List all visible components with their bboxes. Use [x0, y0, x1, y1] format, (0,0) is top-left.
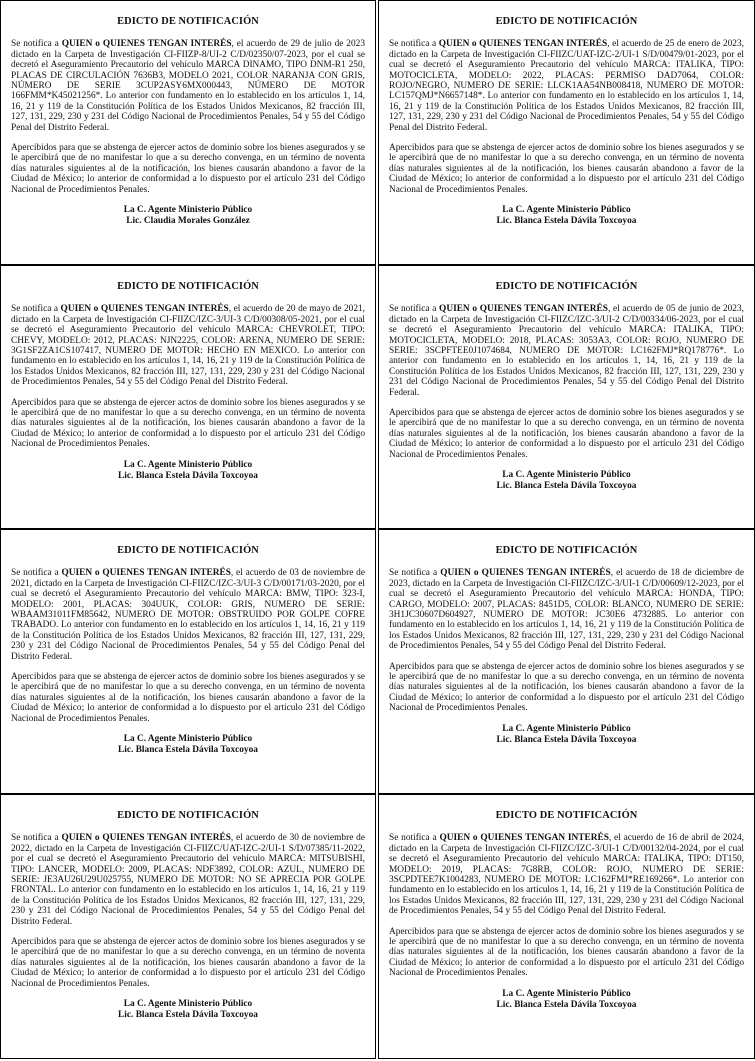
- signature-block: [11, 999, 365, 1021]
- notice-body-prefix: Se notifica a: [11, 304, 61, 315]
- signature-name: Lic. Blanca Estela Dávila Toxcoyoa: [496, 216, 637, 227]
- signature-name: Lic. Blanca Estela Dávila Toxcoyoa: [496, 999, 637, 1010]
- notice-warning: Apercibidos para que se abstenga de ejercer actos de dominio sobre los bienes asegurados y se le apercibirá que de no manifestar lo que a su derecho convenga, en un término de noventa días naturales siguientes al de la notificación, los bienes causarán abandono a favor de la Ciudad de México; lo anterior de conformidad a lo dispuesto por el artículo 231 del Código Nacional de Procedimientos Penales.: [11, 397, 365, 450]
- signature-role: La C. Agente Ministerio Público: [502, 470, 631, 481]
- notice-title: EDICTO DE NOTIFICACIÓN: [117, 810, 259, 821]
- signature-name: Lic. Claudia Morales González: [126, 216, 250, 227]
- signature-role: La C. Agente Ministerio Público: [123, 205, 253, 216]
- notice-warning: Apercibidos para que se abstenga de ejercer actos de dominio sobre los bienes asegurados y se le apercibirá que de no manifestar lo que a su derecho convenga, en un término de noventa días naturales siguientes al de la notificación, los bienes causarán abandono a favor de la Ciudad de México; lo anterior de conformidad a lo dispuesto por el artículo 231 del Código Nacional de Procedimientos Penales.: [11, 672, 365, 724]
- notice-body-rest: , el acuerdo de 25 de enero de 2023, dictado en la Carpeta de Investigación CI-FIIZC/UAT-IZC-2/UI-1 S/D/00479/01-2023, por el cual se decretó el Aseguramiento Precautorio del vehículo MARCA: ITALIKA, TIPO: MOTOCICLETA, MODELO: 2022, PLACAS: PERMISO DAD7064, COLOR: ROJO/NEGRO, NUMERO DE SERIE: LLCK1AA54NB008418, NUMERO DE MOTOR: LC157QMJ*N6657148*. Lo anterior con fundamento en lo establecido en los artículos 1, 14, 16, 21 y 119 de la Constitución Política de los Estados Unidos Mexicanos, 82 fracción III, 127, 131, 229, 230 y 231 del Código Nacional de Procedimientos Penales, 54 y 55 del Código Penal del Distrito Federal.: [389, 39, 744, 133]
- notice-title: EDICTO DE NOTIFICACIÓN: [495, 545, 638, 556]
- notice-box: [378, 529, 755, 794]
- notice-title: EDICTO DE NOTIFICACIÓN: [495, 281, 638, 292]
- notice-body-bold: QUIEN o QUIENES TENGAN INTERÉS: [61, 39, 232, 50]
- notice-body-bold: QUIEN o QUIENES TENGAN INTERÉS: [438, 39, 608, 50]
- notice-body: [11, 568, 365, 662]
- notice-box: [0, 265, 376, 529]
- signature-role: La C. Agente Ministerio Público: [123, 459, 253, 470]
- signature-role: La C. Agente Ministerio Público: [123, 999, 253, 1010]
- notice-body-prefix: Se notifica a: [389, 833, 440, 844]
- signature-name: Lic. Blanca Estela Dávila Toxcoyoa: [496, 734, 637, 745]
- notice-body-rest: , el acuerdo de 05 de junio de 2023, dictado en la Carpeta de Investigación CI-FIIZC/IZC-3/UI-2 C/D/00334/06-2023, por el cual se decretó el Aseguramiento Precautorio del vehículo MARCA: ITALIKA, TIPO: MOTOCICLETA, MODELO: 2018, PLACAS: 3053A3, COLOR: ROJO, NUMERO DE SERIE: 3SCPFTEE0J1074684, NUMERO DE MOTOR: LC162FMJ*RQ178776*. Lo anterior con fundamento en lo establecido en los artículos 1, 14, 16, 21 y 119 de la Constitución Política de los Estados Unidos Mexicanos, 82 fracción III, 127, 131, 229, 230 y 231 del Código Nacional de Procedimientos Penales, 54 y 55 del Código Penal del Distrito Federal.: [389, 304, 744, 398]
- notice-body-prefix: Se notifica a: [11, 568, 62, 579]
- signature-role: La C. Agente Ministerio Público: [123, 734, 253, 745]
- signature-name: Lic. Blanca Estela Dávila Toxcoyoa: [496, 481, 637, 492]
- notice-body: [389, 568, 744, 651]
- notice-body-bold: QUIEN o QUIENES TENGAN INTERÉS: [440, 568, 611, 579]
- signature-role: La C. Agente Ministerio Público: [502, 988, 631, 999]
- notice-body: [389, 304, 744, 398]
- signature-role: La C. Agente Ministerio Público: [502, 723, 631, 734]
- notice-box: [378, 0, 755, 265]
- notice-title: EDICTO DE NOTIFICACIÓN: [495, 810, 638, 821]
- notice-body: [11, 39, 365, 133]
- notice-body-bold: QUIEN o QUIENES TENGAN INTERÉS: [61, 568, 231, 579]
- notice-body-rest: , el acuerdo de 18 de diciembre de 2023, dictado en la Carpeta de Investigación CI-FIIZC/IZC-3/UI-1 C/D/00609/12-2023, por el cual se decretó el Aseguramiento Precautorio del vehículo MARCA: HONDA, TIPO: CARGO, MODELO: 2007, PLACAS: 8451D5, COLOR: BLANCO, NUMERO DE SERIE: 3H1JC30607D604927, NUMERO DE MOTOR: JC30E6 4732885. Lo anterior con fundamento en lo establecido en los artículos 1, 14, 16, 21 y 119 de la Constitución Política de los Estados Unidos Mexicanos, 82 fracción III, 127, 131, 229, 230 y 231 del Código Nacional de Procedimientos Penales, 54 y 55 del Código Penal del Distrito Federal.: [389, 568, 744, 652]
- notice-box: [378, 265, 755, 529]
- notice-title: EDICTO DE NOTIFICACIÓN: [117, 281, 259, 292]
- notice-body: [11, 833, 365, 927]
- signature-block: [389, 470, 744, 492]
- notice-body-rest: , el acuerdo de 20 de mayo de 2021, dictado en la Carpeta de Investigación CI-FIIZC/IZC-3/UI-3 C/D/00308/05-2021, por el cual se decretó el Aseguramiento Precautorio del vehículo MARCA: CHEVROLET, TIPO: CHEVY, MODELO: 2012, PLACAS: NJN2225, COLOR: ARENA, NUMERO DE SERIE: 3G1SF2ZA1CS107417, NUMERO DE MOTOR: HECHO EN MEXICO. Lo anterior con fundamento en lo establecido en los artículos 1, 14, 16, 21 y 119 de la Constitución Política de los Estados Unidos Mexicanos, 82 fracción III, 127, 131, 229, 230 y 231 del Código Nacional de Procedimientos Penales, 54 y 55 del Código Penal del Distrito Federal.: [11, 304, 365, 388]
- signature-block: [389, 205, 744, 227]
- signature-block: [11, 460, 365, 482]
- notice-box: [0, 0, 376, 265]
- signature-role: La C. Agente Ministerio Público: [502, 205, 631, 216]
- notice-box: [378, 794, 755, 1059]
- notice-warning: Apercibidos para que se abstenga de ejercer actos de dominio sobre los bienes asegurados y se le apercibirá que de no manifestar lo que a su derecho convenga, en un término de noventa días naturales siguientes al de la notificación, los bienes causarán abandono a favor de la Ciudad de México; lo anterior de conformidad a lo dispuesto por el artículo 231 del Código Nacional de Procedimientos Penales.: [11, 143, 365, 195]
- notice-body-prefix: Se notifica a: [389, 304, 440, 315]
- notice-body-bold: QUIEN o QUIENES TENGAN INTERÉS: [439, 304, 608, 315]
- signature-block: [11, 734, 365, 756]
- notice-title: EDICTO DE NOTIFICACIÓN: [117, 16, 259, 27]
- notice-body: [11, 304, 365, 387]
- notice-body-bold: QUIEN o QUIENES TENGAN INTERÉS: [60, 304, 229, 315]
- signature-name: Lic. Blanca Estela Dávila Toxcoyoa: [118, 1010, 258, 1021]
- notice-warning: Apercibidos para que se abstenga de ejercer actos de dominio sobre los bienes asegurados y se le apercibirá que de no manifestar lo que a su derecho convenga, en un término de noventa días naturales siguientes al de la notificación, los bienes causarán abandono a favor de la Ciudad de México; lo anterior de conformidad a lo dispuesto por el artículo 231 del Código Nacional de Procedimientos Penales.: [389, 926, 744, 979]
- notice-body-prefix: Se notifica a: [11, 833, 62, 844]
- signature-block: [389, 989, 744, 1011]
- notice-body-bold: QUIEN o QUIENES TENGAN INTERÉS: [439, 833, 609, 844]
- notice-warning: Apercibidos para que se abstenga de ejercer actos de dominio sobre los bienes asegurados y se le apercibirá que de no manifestar lo que a su derecho convenga, en un término de noventa días naturales siguientes al de la notificación, los bienes causarán abandono a favor de la Ciudad de México; lo anterior de conformidad a lo dispuesto por el artículo 231 del Código Nacional de Procedimientos Penales.: [11, 937, 365, 989]
- notice-body-prefix: Se notifica a: [389, 568, 441, 579]
- signature-name: Lic. Blanca Estela Dávila Toxcoyoa: [118, 745, 258, 756]
- signature-block: [389, 724, 744, 746]
- notice-body-rest: , el acuerdo de 29 de julio de 2023 dictado en la Carpeta de Investigación CI-FIIZP-8/UI-2 C/D/02350/07-2023, por el cual se decretó el Aseguramiento Precautorio del vehículo MARCA DINAMO, TIPO DNM-R1 250, PLACAS DE CIRCULACIÓN 7636B3, MODELO 2021, COLOR NARANJA CON GRIS, NÚMERO DE SERIE 3CUP2ASY6MX000443, NÚMERO DE MOTOR 166FMM*K45021256*. Lo anterior con fundamento en lo establecido en los artículos 1, 14, 16, 21 y 119 de la Constitución Política de los Estados Unidos Mexicanos, 82 fracción III, 127, 131, 229, 230 y 231 del Código Nacional de Procedimientos Penales, 54 y 55 del Código Penal del Distrito Federal.: [11, 39, 365, 133]
- notice-title: EDICTO DE NOTIFICACIÓN: [495, 16, 638, 27]
- signature-block: [11, 205, 365, 227]
- notice-body: [389, 833, 744, 916]
- notice-body: [389, 39, 744, 133]
- notice-body-prefix: Se notifica a: [389, 39, 439, 50]
- notice-warning: Apercibidos para que se abstenga de ejercer actos de dominio sobre los bienes asegurados y se le apercibirá que de no manifestar lo que a su derecho convenga, en un término de noventa días naturales siguientes al de la notificación, los bienes causarán abandono a favor de la Ciudad de México; lo anterior de conformidad a lo dispuesto por el artículo 231 del Código Nacional de Procedimientos Penales.: [389, 143, 744, 195]
- notice-box: [0, 794, 376, 1059]
- notice-body-bold: QUIEN o QUIENES TENGAN INTERÉS: [61, 833, 231, 844]
- notice-body-rest: , el acuerdo de 03 de noviembre de 2021, dictado en la Carpeta de Investigación CI-FIIZC/IZC-3/UI-3 C/D/00171/03-2020, por el cual se decretó el Aseguramiento Precautorio del vehículo MARCA: BMW, TIPO: 323-I, MODELO: 2001, PLACAS: 304UUK, COLOR: GRIS, NUMERO DE SERIE: WBAAM31011FM85642, NUMERO DE MOTOR: OBSTRUIDO POR GOLPE COFRE TRABADO. Lo anterior con fundamento en lo establecido en los artículos 1, 14, 16, 21 y 119 de la Constitución Política de los Estados Unidos Mexicanos, 82 fracción III, 127, 131, 229, 230 y 231 del Código Nacional de Procedimientos Penales, 54 y 55 del Código Penal del Distrito Federal.: [11, 568, 365, 662]
- notice-body-rest: , el acuerdo de 30 de noviembre de 2022, dictado en la Carpeta de Investigación CI-FIIZC/UAT-IZC-2/UI-1 S/D/07385/11-2022, por el cual se decretó el Aseguramiento Precautorio del vehículo MARCA: MITSUBISHI, TIPO: LANCER, MODELO: 2009, PLACAS: NDF3892, COLOR: AZUL, NUMERO DE SERIE: JE3AU26U29U025755, NUMERO DE MOTOR: NO SE APRECIA POR GOLPE FRONTAL. Lo anterior con fundamento en lo establecido en los artículos 1, 14, 16, 21 y 119 de la Constitución Política de los Estados Unidos Mexicanos, 82 fracción III, 127, 131, 229, 230 y 231 del Código Nacional de Procedimientos Penales, 54 y 55 del Código Penal del Distrito Federal.: [11, 833, 365, 927]
- notice-warning: Apercibidos para que se abstenga de ejercer actos de dominio sobre los bienes asegurados y se le apercibirá que de no manifestar lo que a su derecho convenga, en un término de noventa días naturales siguientes al de la notificación, los bienes causarán abandono a favor de la Ciudad de México; lo anterior de conformidad a lo dispuesto por el artículo 231 del Código Nacional de Procedimientos Penales.: [389, 408, 744, 460]
- notice-title: EDICTO DE NOTIFICACIÓN: [117, 545, 259, 556]
- notice-box: [0, 529, 376, 794]
- notice-warning: Apercibidos para que se abstenga de ejercer actos de dominio sobre los bienes asegurados y se le apercibirá que de no manifestar lo que a su derecho convenga, en un término de noventa días naturales siguientes al de la notificación, los bienes causarán abandono a favor de la Ciudad de México; lo anterior de conformidad a lo dispuesto por el artículo 231 del Código Nacional de Procedimientos Penales.: [389, 661, 744, 714]
- signature-name: Lic. Blanca Estela Dávila Toxcoyoa: [118, 470, 258, 481]
- notice-body-prefix: Se notifica a: [11, 39, 62, 50]
- notice-body-rest: , el acuerdo de 16 de abril de 2024, dictado en la Carpeta de Investigación CI-FIIZC/IZC-3/UI-1 C/D/00132/04-2024, por el cual se decretó el Aseguramiento Precautorio del vehículo MARCA: ITALIKA, TIPO: DT150, MODELO: 2019, PLACAS: 7G8RB, COLOR: ROJO, NUMERO DE SERIE: 3SCPDTEE7K1004283, NUMERO DE MOTOR: LC162FMJ*RE169266*. Lo anterior con fundamento en lo establecido en los artículos 1, 14, 16, 21 y 119 de la Constitución Política de los Estados Unidos Mexicanos, 82 fracción III, 127, 131, 229, 230 y 231 del Código Nacional de Procedimientos Penales, 54 y 55 del Código Penal del Distrito Federal.: [389, 833, 744, 917]
